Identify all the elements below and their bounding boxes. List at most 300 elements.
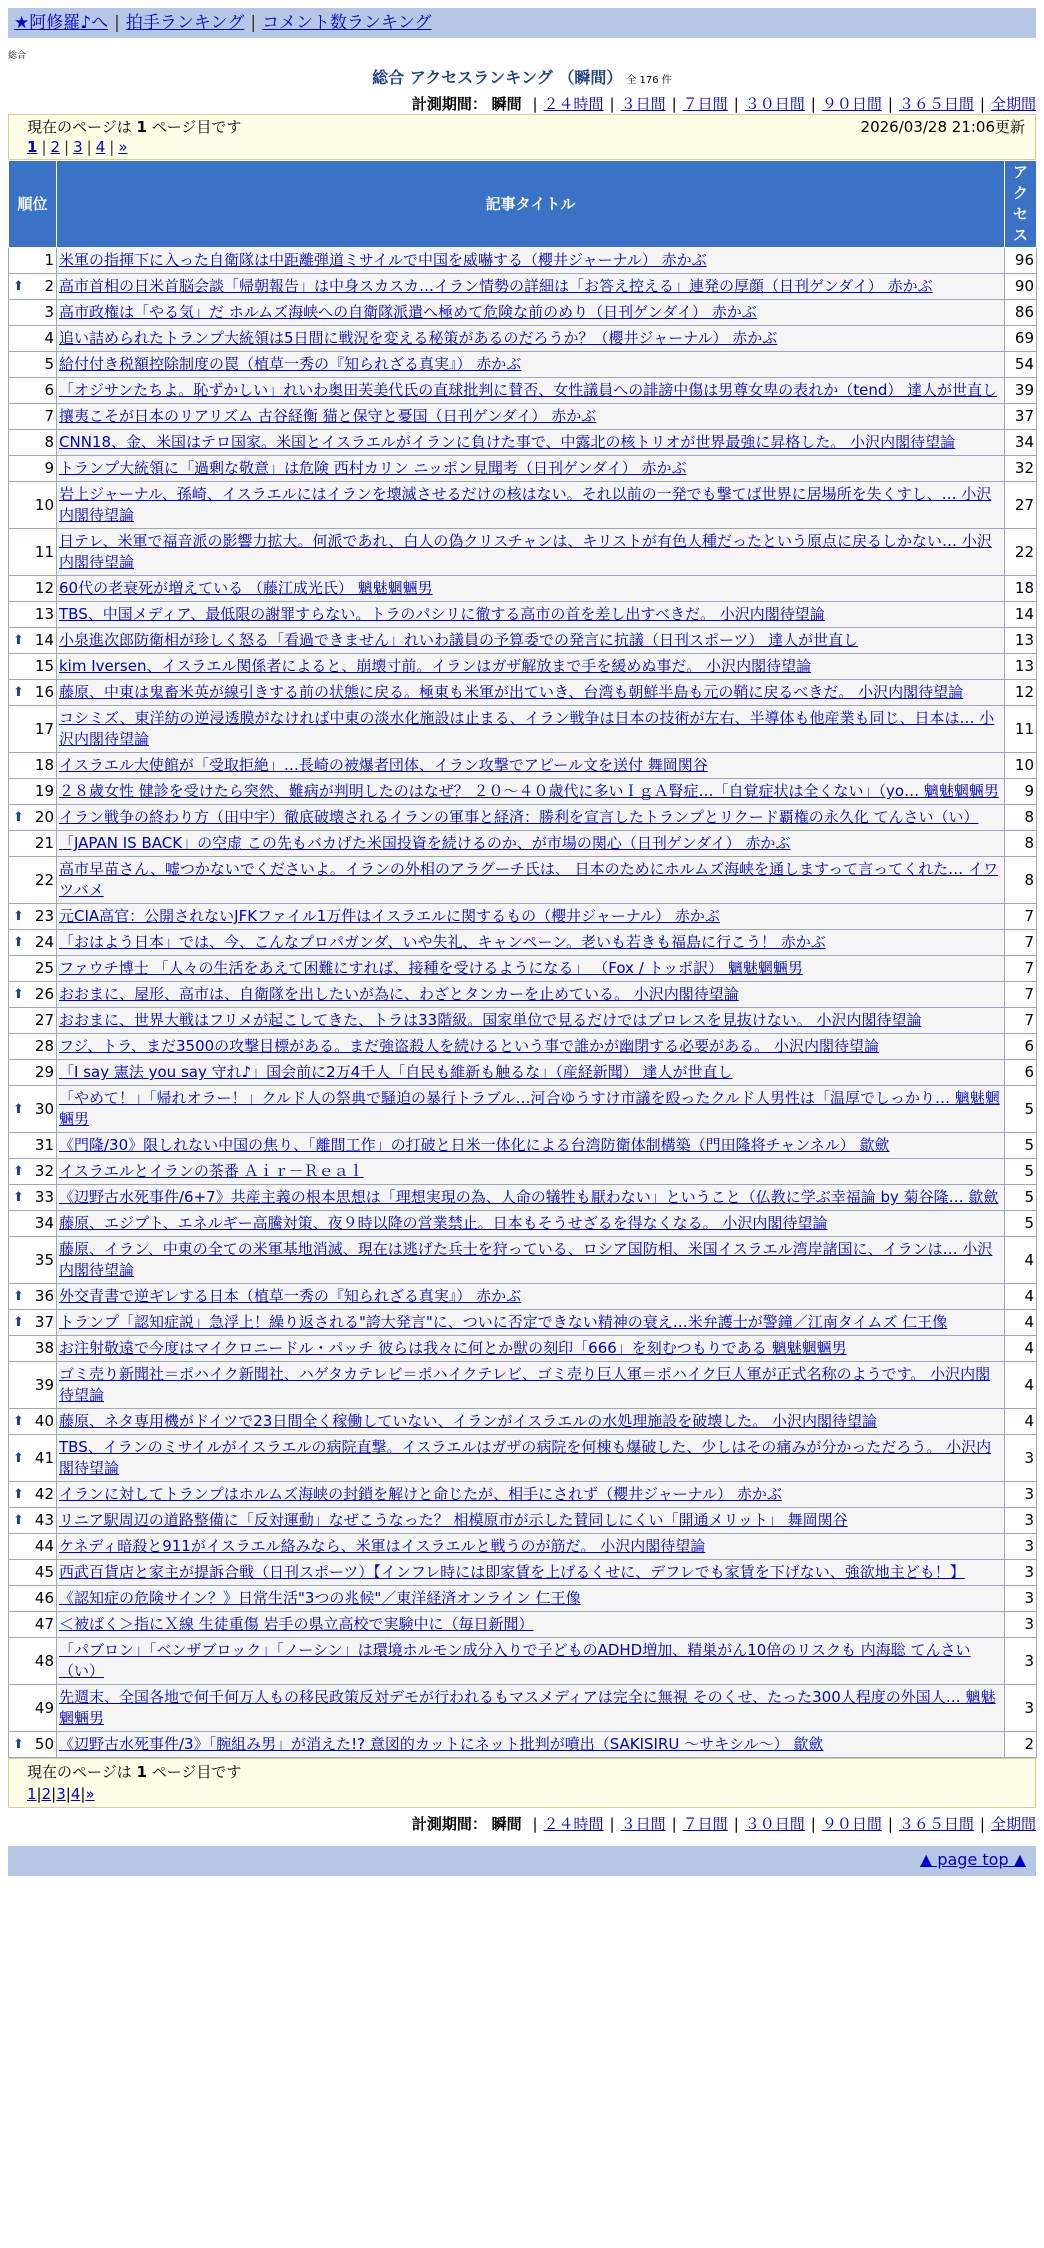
article-link[interactable]: 「I say 憲法 you say 守れ♪」国会前に2万4千人「自民も維新も触るな」（産経新聞） 達人が世直し <box>59 1063 733 1081</box>
up-arrow-icon: ⬆ <box>13 685 24 700</box>
period-link[interactable]: ２４時間 <box>543 95 604 113</box>
period-link[interactable]: ３日間 <box>620 1815 666 1833</box>
access-count: 5 <box>1005 1159 1037 1185</box>
article-link[interactable]: トランプ大統領に「過剰な敬意」は危険 西村カリン ニッポン見聞考（日刊ゲンダイ） 赤かぶ <box>59 459 687 477</box>
rank-cell <box>9 404 57 430</box>
next-page-link[interactable]: » <box>118 138 128 156</box>
access-count: 10 <box>1005 753 1037 779</box>
period-label: 計測期間： <box>411 1815 487 1833</box>
page-link-current[interactable]: 1 <box>27 138 38 156</box>
access-count: 7 <box>1005 956 1037 982</box>
page-link[interactable]: 2 <box>41 1785 52 1803</box>
rank-cell <box>9 1482 57 1508</box>
title-cell <box>57 831 1005 857</box>
rank-number: 8 <box>44 433 54 451</box>
table-row <box>9 1586 1037 1612</box>
title-cell <box>57 1732 1005 1758</box>
rank-cell <box>9 1034 57 1060</box>
page-separator: | <box>41 138 47 156</box>
period-separator: | <box>887 1815 893 1833</box>
period-current: 瞬間 <box>491 1815 522 1833</box>
rank-cell <box>9 456 57 482</box>
rank-cell <box>9 1586 57 1612</box>
page-separator: | <box>109 138 115 156</box>
rank-number: 9 <box>44 459 54 477</box>
table-row <box>9 1732 1037 1758</box>
title-cell <box>57 1685 1005 1732</box>
article-link[interactable]: 《認知症の危険サイン？》日常生活"3つの兆候"／東洋経済オンライン 仁王像 <box>59 1589 581 1607</box>
up-arrow-icon: ⬆ <box>13 1513 24 1528</box>
title-cell <box>57 602 1005 628</box>
title-cell <box>57 1534 1005 1560</box>
article-link[interactable]: おおまに、屋形、高市は、自衛隊を出したいが為に、わざとタンカーを止めている。 小沢内閣待望論 <box>59 985 739 1003</box>
article-link[interactable]: 攘夷こそが日本のリアリズム 古谷経衡 猫と保守と憂国（日刊ゲンダイ） 赤かぶ <box>59 407 597 425</box>
rank-number: 17 <box>34 719 54 738</box>
table-row <box>9 1534 1037 1560</box>
page-title <box>0 65 1044 88</box>
article-link[interactable]: ファウチ博士 「人々の生活をあえて困難にすれば、接種を受けるようになる」 （Fox / トッポ訳） 魑魅魍魎男 <box>59 959 803 977</box>
table-row <box>9 1685 1037 1732</box>
article-link[interactable]: トランプ「認知症説」急浮上！繰り返される"誇大発言"に、ついに否定できない精神の衰え…米弁護士が警鐘／江南タイムズ 仁王像 <box>59 1313 948 1331</box>
title-cell <box>57 430 1005 456</box>
title-cell <box>57 654 1005 680</box>
comment-ranking-link[interactable]: コメント数ランキング <box>262 13 432 33</box>
up-arrow-icon: ⬆ <box>13 1101 24 1117</box>
page-separator: | <box>65 1785 71 1803</box>
rank-number: 23 <box>34 907 54 925</box>
article-link[interactable]: イランに対してトランプはホルムズ海峡の封鎖を解けと命じたが、相手にされず（櫻井ジャーナル） 赤かぶ <box>59 1485 782 1503</box>
period-separator: | <box>532 1815 538 1833</box>
access-count: 2 <box>1005 1732 1037 1758</box>
table-row <box>9 1560 1037 1586</box>
rank-number: 10 <box>34 495 54 514</box>
rank-cell <box>9 1685 57 1732</box>
period-link[interactable]: ３日間 <box>620 95 666 113</box>
title-cell <box>57 1159 1005 1185</box>
table-row <box>9 654 1037 680</box>
up-arrow-icon: ⬆ <box>13 1315 24 1330</box>
rank-cell <box>9 753 57 779</box>
article-link[interactable]: 《辺野古水死事件/3》「腕組み男」が消えた!? 意図的カットにネット批判が噴出（SAKISIRU ～サキシル～） 歙歛 <box>59 1735 824 1753</box>
page-link[interactable]: 4 <box>95 138 106 156</box>
article-link[interactable]: イスラエルとイランの茶番 Ａｉｒ－Ｒｅａｌ <box>59 1162 364 1180</box>
article-link[interactable]: 米軍の指揮下に入った自衛隊は中距離弾道ミサイルで中国を威嚇する（櫻井ジャーナル） 赤かぶ <box>59 251 707 269</box>
period-separator: | <box>671 1815 677 1833</box>
access-count: 4 <box>1005 1284 1037 1310</box>
access-count: 8 <box>1005 805 1037 831</box>
access-count: 3 <box>1005 1482 1037 1508</box>
rank-number: 29 <box>34 1063 54 1081</box>
rank-cell <box>9 956 57 982</box>
period-separator: | <box>609 95 615 113</box>
rank-number: 21 <box>34 834 54 852</box>
table-row <box>9 326 1037 352</box>
article-link[interactable]: イラン戦争の終わり方（田中宇）徹底破壊されるイランの軍事と経済：勝利を宣言したトランプとリクード覇権の永久化 てんさい（い） <box>59 808 979 826</box>
table-row <box>9 1409 1037 1435</box>
access-count: 37 <box>1005 404 1037 430</box>
rank-number: 40 <box>34 1412 54 1430</box>
period-link[interactable]: ７日間 <box>682 95 728 113</box>
article-link[interactable]: お注射敬遠で今度はマイクロニードル・パッチ 彼らは我々に何とか獣の刻印「666」を刻むつもりである 魑魅魍魎男 <box>59 1339 847 1357</box>
rank-cell <box>9 1732 57 1758</box>
rank-number: 39 <box>34 1375 54 1394</box>
total-count: 全 176 件 <box>626 75 672 86</box>
rank-number: 44 <box>34 1537 54 1555</box>
article-link[interactable]: 高市政権は「やる気」だ ホルムズ海峡への自衛隊派遣へ極めて危険な前のめり（日刊ゲンダイ） 赤かぶ <box>59 303 757 321</box>
period-selector-top <box>0 94 1044 114</box>
article-link[interactable]: イスラエル大使館が「受取拒絶」…長崎の被爆者団体、イラン攻撃でアピール文を送付 舞岡関谷 <box>59 756 708 774</box>
title-cell <box>57 576 1005 602</box>
rank-cell <box>9 326 57 352</box>
up-arrow-icon: ⬆ <box>13 279 24 294</box>
table-row <box>9 1060 1037 1086</box>
period-separator: | <box>532 95 538 113</box>
period-separator: | <box>810 1815 816 1833</box>
rank-cell <box>9 352 57 378</box>
table-row <box>9 628 1037 654</box>
page-top-link[interactable]: ▲ page top ▲ <box>919 1850 1026 1869</box>
rank-number: 27 <box>34 1011 54 1029</box>
access-count: 7 <box>1005 904 1037 930</box>
table-row <box>9 1336 1037 1362</box>
rank-number: 38 <box>34 1339 54 1357</box>
rank-number: 32 <box>34 1162 54 1180</box>
title-cell <box>57 956 1005 982</box>
article-link[interactable]: 「JAPAN IS BACK」の空虚 この先もバカげた米国投資を続けるのか、が市場の関心（日刊ゲンダイ） 赤かぶ <box>59 834 791 852</box>
access-count: 4 <box>1005 1336 1037 1362</box>
up-arrow-icon: ⬆ <box>13 1164 24 1179</box>
rank-number: 25 <box>34 959 54 977</box>
rank-cell <box>9 482 57 529</box>
rank-cell <box>9 1612 57 1638</box>
period-link[interactable]: ３６５日間 <box>898 95 974 113</box>
title-cell <box>57 274 1005 300</box>
access-count: 11 <box>1005 706 1037 753</box>
rank-cell <box>9 1185 57 1211</box>
table-row <box>9 352 1037 378</box>
rank-cell <box>9 1435 57 1482</box>
period-separator: | <box>979 95 985 113</box>
page-separator: | <box>36 1785 42 1803</box>
rank-cell <box>9 1008 57 1034</box>
table-row <box>9 1159 1037 1185</box>
access-count: 3 <box>1005 1534 1037 1560</box>
page-link[interactable]: 3 <box>73 138 83 156</box>
rank-number: 42 <box>34 1485 54 1503</box>
title-cell <box>57 1508 1005 1534</box>
page-link[interactable]: 2 <box>50 138 61 156</box>
access-count: 90 <box>1005 274 1037 300</box>
title-cell <box>57 805 1005 831</box>
table-row <box>9 982 1037 1008</box>
bottom-bar <box>8 1846 1036 1876</box>
ranking-table <box>8 160 1037 1758</box>
table-row <box>9 300 1037 326</box>
table-row <box>9 430 1037 456</box>
title-cell <box>57 779 1005 805</box>
up-arrow-icon: ⬆ <box>13 909 24 924</box>
access-count: 8 <box>1005 831 1037 857</box>
page-separator: | <box>64 138 70 156</box>
period-link[interactable]: 全期間 <box>990 95 1036 113</box>
title-cell <box>57 1237 1005 1284</box>
article-link[interactable]: 西武百貨店と家主が提訴合戦（日刊スポーツ）【インフレ時には即家賃を上げるくせに、デフレでも家賃を下げない、強欲地主ども！】 <box>59 1563 965 1581</box>
rank-cell <box>9 300 57 326</box>
title-cell <box>57 982 1005 1008</box>
title-cell <box>57 404 1005 430</box>
rank-number: 47 <box>34 1615 54 1633</box>
access-count: 69 <box>1005 326 1037 352</box>
title-cell <box>57 352 1005 378</box>
title-cell <box>57 1008 1005 1034</box>
rank-number: 13 <box>34 605 54 623</box>
period-separator: | <box>733 1815 739 1833</box>
period-link[interactable]: 全期間 <box>990 1815 1036 1833</box>
page-separator: | <box>51 1785 57 1803</box>
title-cell <box>57 1185 1005 1211</box>
rank-number: 6 <box>44 381 54 399</box>
period-separator: | <box>979 1815 985 1833</box>
title-cell <box>57 1310 1005 1336</box>
table-row <box>9 680 1037 706</box>
article-link[interactable]: 給付付き税額控除制度の罠（植草一秀の『知られざる真実』） 赤かぶ <box>59 355 522 373</box>
article-link[interactable]: TBS、イランのミサイルがイスラエルの病院直撃。イスラエルはガザの病院を何棟も爆破した、少しはその痛みが分かっただろう。 小沢内閣待望論 <box>59 1438 992 1477</box>
access-count: 6 <box>1005 1060 1037 1086</box>
access-count: 14 <box>1005 602 1037 628</box>
rank-number: 18 <box>34 756 54 774</box>
period-link[interactable]: ７日間 <box>682 1815 728 1833</box>
access-count: 5 <box>1005 1133 1037 1159</box>
rank-cell <box>9 1409 57 1435</box>
article-link[interactable]: 小泉進次郎防衛相が珍しく怒る「看過できません」れいわ議員の予算委での発言に抗議（日刊スポーツ） 達人が世直し <box>59 631 859 649</box>
article-link[interactable]: 「パブロン」「ベンザブロック」「ノーシン」は環境ホルモン成分入りで子どものADHD増加、精巣がん10倍のリスクも 内海聡 てんさい（い） <box>59 1641 971 1680</box>
title-cell <box>57 1362 1005 1409</box>
access-count: 22 <box>1005 529 1037 576</box>
title-cell <box>57 1612 1005 1638</box>
article-link[interactable]: ＜被ばく＞指にＸ線 生徒重傷 岩手の県立高校で実験中に（毎日新聞） <box>59 1615 534 1633</box>
table-row <box>9 753 1037 779</box>
article-link[interactable]: CNN18、金、米国はテロ国家。米国とイスラエルがイランに負けた事で、中露北の核トリオが世界最強に昇格した。 小沢内閣待望論 <box>59 433 956 451</box>
rank-cell <box>9 1284 57 1310</box>
rank-cell <box>9 430 57 456</box>
rank-cell <box>9 529 57 576</box>
article-link[interactable]: リニア駅周辺の道路整備に「反対運動」なぜこうなった？ 相模原市が示した賛同しにくい「開通メリット」 舞岡関谷 <box>59 1511 848 1529</box>
access-count: 4 <box>1005 1237 1037 1284</box>
article-link[interactable]: フジ、トラ、まだ3500の攻撃目標がある。まだ強盗殺人を続けるという事で誰かが幽閉する必要がある。 小沢内閣待望論 <box>59 1037 879 1055</box>
article-link[interactable]: ケネディ暗殺と911がイスラエル絡みなら、米軍はイスラエルと戦うのが筋だ。 小沢内閣待望論 <box>59 1537 706 1555</box>
top-nav-bar: ★阿修羅♪へ | 拍手ランキング | コメント数ランキング <box>8 8 1036 38</box>
period-link[interactable]: ９０日間 <box>821 95 882 113</box>
article-link[interactable]: 藤原、エジプト、エネルギー高騰対策、夜９時以降の営業禁止。日本もそうせざるを得なくなる。 小沢内閣待望論 <box>59 1214 828 1232</box>
table-row <box>9 1185 1037 1211</box>
rank-number: 46 <box>34 1589 54 1607</box>
table-row <box>9 378 1037 404</box>
period-link[interactable]: ９０日間 <box>821 1815 882 1833</box>
table-row <box>9 1310 1037 1336</box>
article-link[interactable]: 《辺野古水死事件/6+7》共産主義の根本思想は「理想実現の為、人命の犠牲も厭わない」ということ（仏教に学ぶ幸福論 by 菊谷隆… 歙歛 <box>59 1188 999 1206</box>
up-arrow-icon: ⬆ <box>13 1487 24 1502</box>
rank-number: 1 <box>44 251 54 269</box>
rank-number: 45 <box>34 1563 54 1581</box>
col-title-header: 記事タイトル <box>57 161 1005 248</box>
rank-number: 33 <box>34 1188 54 1206</box>
table-row <box>9 529 1037 576</box>
article-link[interactable]: TBS、中国メディア、最低限の謝罪すらない。トラのパシリに徹する高市の首を差し出すべきだ。 小沢内閣待望論 <box>59 605 825 623</box>
rank-number: 4 <box>44 329 54 347</box>
rank-number: 22 <box>34 870 54 889</box>
page-separator: | <box>86 138 92 156</box>
rank-number: 15 <box>34 657 54 675</box>
up-arrow-icon: ⬆ <box>13 1190 24 1205</box>
table-row <box>9 904 1037 930</box>
title-cell <box>57 326 1005 352</box>
table-row <box>9 779 1037 805</box>
period-link[interactable]: ３０日間 <box>744 1815 805 1833</box>
article-link[interactable]: コシミズ、東洋紡の逆浸透膜がなければ中東の淡水化施設は止まる、イラン戦争は日本の技術が左右、半導体も他産業も同じ、日本は… 小沢内閣待望論 <box>59 709 995 748</box>
period-separator: | <box>671 95 677 113</box>
title-cell <box>57 857 1005 904</box>
rank-number: 12 <box>34 579 54 597</box>
rank-cell <box>9 378 57 404</box>
table-row <box>9 1435 1037 1482</box>
article-link[interactable]: 「やめて！」「帰れオラー！」クルド人の祭典で騒迫の暴行トラブル…河合ゆうすけ市議を殴ったクルド人男性は「温厚でしっかり… 魑魅魍魎男 <box>59 1089 1000 1128</box>
access-count: 32 <box>1005 456 1037 482</box>
col-access-header: アクセス <box>1005 161 1037 248</box>
rank-cell <box>9 248 57 274</box>
rank-cell <box>9 1060 57 1086</box>
access-count: 6 <box>1005 1034 1037 1060</box>
updated-timestamp: 2026/03/28 21:06更新 <box>860 118 1025 136</box>
table-row <box>9 1211 1037 1237</box>
rank-cell <box>9 1237 57 1284</box>
article-link[interactable]: 岩上ジャーナル、孫崎、イスラエルにはイランを壊滅させるだけの核はない。それ以前の一発でも撃てば世界に居場所を失くすし、… 小沢内閣待望論 <box>59 485 992 524</box>
period-current: 瞬間 <box>491 95 522 113</box>
access-count: 7 <box>1005 930 1037 956</box>
page-link[interactable]: 4 <box>70 1785 81 1803</box>
up-arrow-icon: ⬆ <box>13 1289 24 1304</box>
table-row <box>9 404 1037 430</box>
title-cell <box>57 1060 1005 1086</box>
table-header-row <box>9 161 1037 248</box>
article-link[interactable]: 高市首相の日米首脳会談「帰朝報告」は中身スカスカ…イラン情勢の詳細は「お答え控える」連発の厚顔（日刊ゲンダイ） 赤かぶ <box>59 277 933 295</box>
rank-cell <box>9 1133 57 1159</box>
article-link[interactable]: 藤原、ネタ専用機がドイツで23日間全く稼働していない、イランがイスラエルの水処理施設を破壊した。 小沢内閣待望論 <box>59 1412 877 1430</box>
table-row <box>9 456 1037 482</box>
rank-cell <box>9 1560 57 1586</box>
title-cell <box>57 680 1005 706</box>
access-count: 13 <box>1005 628 1037 654</box>
period-link[interactable]: ２４時間 <box>543 1815 604 1833</box>
rank-cell <box>9 857 57 904</box>
access-count: 4 <box>1005 1310 1037 1336</box>
rank-cell <box>9 930 57 956</box>
article-link[interactable]: 《門隆/30》限しれない中国の焦り、「離間工作」の打破と日米一体化による台湾防衛体制構築（門田隆将チャンネル） 歙歛 <box>59 1136 890 1154</box>
period-link[interactable]: ３６５日間 <box>898 1815 974 1833</box>
title-cell <box>57 1560 1005 1586</box>
title-cell <box>57 1482 1005 1508</box>
rank-number: 41 <box>34 1448 54 1467</box>
table-row <box>9 956 1037 982</box>
page-link-current[interactable]: 1 <box>27 1785 37 1803</box>
access-count: 8 <box>1005 857 1037 904</box>
title-cell <box>57 529 1005 576</box>
access-count: 12 <box>1005 680 1037 706</box>
period-separator: | <box>609 1815 615 1833</box>
article-link[interactable]: 60代の老衰死が増えている （藤江成光氏） 魑魅魍魎男 <box>59 579 433 597</box>
article-link[interactable]: 「オジサンたちよ。恥ずかしい」れいわ奥田芙美代氏の直球批判に賛否、女性議員への誹謗中傷は男尊女卑の表れか（tend） 達人が世直し <box>59 381 998 399</box>
article-link[interactable]: 元CIA高官：公開されないJFKファイル1万件はイスラエルに関するもの（櫻井ジャーナル） 赤かぶ <box>59 907 720 925</box>
clap-ranking-link[interactable]: 拍手ランキング <box>125 13 245 33</box>
period-separator: | <box>733 95 739 113</box>
table-row <box>9 482 1037 529</box>
home-link[interactable]: ★阿修羅♪へ <box>14 13 109 33</box>
article-link[interactable]: 外交青書で逆ギレする日本（植草一秀の『知られざる真実』） 赤かぶ <box>59 1287 522 1305</box>
page-link[interactable]: 3 <box>56 1785 66 1803</box>
title-cell <box>57 1086 1005 1133</box>
access-count: 5 <box>1005 1086 1037 1133</box>
up-arrow-icon: ⬆ <box>13 987 24 1002</box>
page-title-text: 総合 アクセスランキング （瞬間） <box>372 68 623 87</box>
article-link[interactable]: おおまに、世界大戦はフリメが起こしてきた、トラは33階級。国家単位で見るだけではプロレスを見抜けない。 小沢内閣待望論 <box>59 1011 922 1029</box>
table-row <box>9 1638 1037 1685</box>
title-cell <box>57 904 1005 930</box>
title-cell <box>57 930 1005 956</box>
rank-cell <box>9 1336 57 1362</box>
period-separator: | <box>810 95 816 113</box>
rank-number: 34 <box>34 1214 54 1232</box>
rank-cell <box>9 576 57 602</box>
title-cell <box>57 753 1005 779</box>
period-selector-bottom <box>0 1814 1044 1834</box>
article-link[interactable]: 藤原、中東は鬼畜米英が線引きする前の状態に戻る。極東も米軍が出ていき、台湾も朝鮮半島も元の鞘に戻るべきだ。 小沢内閣待望論 <box>59 683 964 701</box>
access-count: 3 <box>1005 1685 1037 1732</box>
article-link[interactable]: 高市早苗さん、嘘つかないでくださいよ。イランの外相のアラグーチ氏は、 日本のためにホルムズ海峡を通しますって言ってくれた… イワツバメ <box>59 860 998 899</box>
access-count: 4 <box>1005 1362 1037 1409</box>
access-count: 7 <box>1005 982 1037 1008</box>
rank-cell <box>9 628 57 654</box>
article-link[interactable]: 追い詰められたトランプ大統領は5日間に戦況を変える秘策があるのだろうか？（櫻井ジャーナル） 赤かぶ <box>59 329 778 347</box>
article-link[interactable]: 日テレ、米軍で福音派の影響力拡大。何派であれ、白人の偽クリスチャンは、キリストが有色人種だったという原点に戻るしかない… 小沢内閣待望論 <box>59 532 992 571</box>
table-row <box>9 1086 1037 1133</box>
title-cell <box>57 482 1005 529</box>
up-arrow-icon: ⬆ <box>13 1414 24 1429</box>
article-link[interactable]: kim Iversen、イスラエル関係者によると、崩壊寸前。イランはガザ解放まで手を緩めぬ事だ。 小沢内閣待望論 <box>59 657 812 675</box>
up-arrow-icon: ⬆ <box>13 1450 24 1466</box>
up-arrow-icon: ⬆ <box>13 935 24 950</box>
table-row <box>9 1034 1037 1060</box>
access-count: 34 <box>1005 430 1037 456</box>
title-cell <box>57 248 1005 274</box>
rank-cell <box>9 805 57 831</box>
rank-number: 20 <box>34 808 54 826</box>
table-row <box>9 602 1037 628</box>
table-row <box>9 1008 1037 1034</box>
table-row <box>9 1482 1037 1508</box>
next-page-link[interactable]: » <box>85 1785 95 1803</box>
title-cell <box>57 1336 1005 1362</box>
article-link[interactable]: 「おはよう日本」では、今、こんなプロパガンダ、いや失礼、キャンペーン。老いも若きも福島に行こう！ 赤かぶ <box>59 933 826 951</box>
article-link[interactable]: ゴミ売り新聞社＝ポハイク新聞社、ハゲタカテレビ＝ポハイクテレビ、ゴミ売り巨人軍＝ポハイク巨人軍が正式名称のようです。 小沢内閣待望論 <box>59 1365 991 1404</box>
col-rank-header: 順位 <box>9 161 57 248</box>
access-count: 3 <box>1005 1638 1037 1685</box>
rank-cell <box>9 1508 57 1534</box>
article-link[interactable]: 先週末、全国各地で何千何万人もの移民政策反対デモが行われるもマスメディアは完全に無視 そのくせ、たった300人程度の外国人… 魑魅魍魎男 <box>59 1688 996 1727</box>
rank-cell <box>9 706 57 753</box>
article-link[interactable]: ２８歳女性 健診を受けたら突然、難病が判明したのはなぜ？ ２０～４０歳代に多いＩｇＡ腎症…「自覚症状は全くない」（yo… 魑魅魍魎男 <box>59 782 999 800</box>
access-count: 5 <box>1005 1185 1037 1211</box>
period-link[interactable]: ３０日間 <box>744 95 805 113</box>
article-link[interactable]: 藤原、イラン、中東の全ての米軍基地消滅、現在は逃げた兵士を狩っている、ロシア国防相、米国イスラエル湾岸諸国に、イランは… 小沢内閣待望論 <box>59 1240 993 1279</box>
